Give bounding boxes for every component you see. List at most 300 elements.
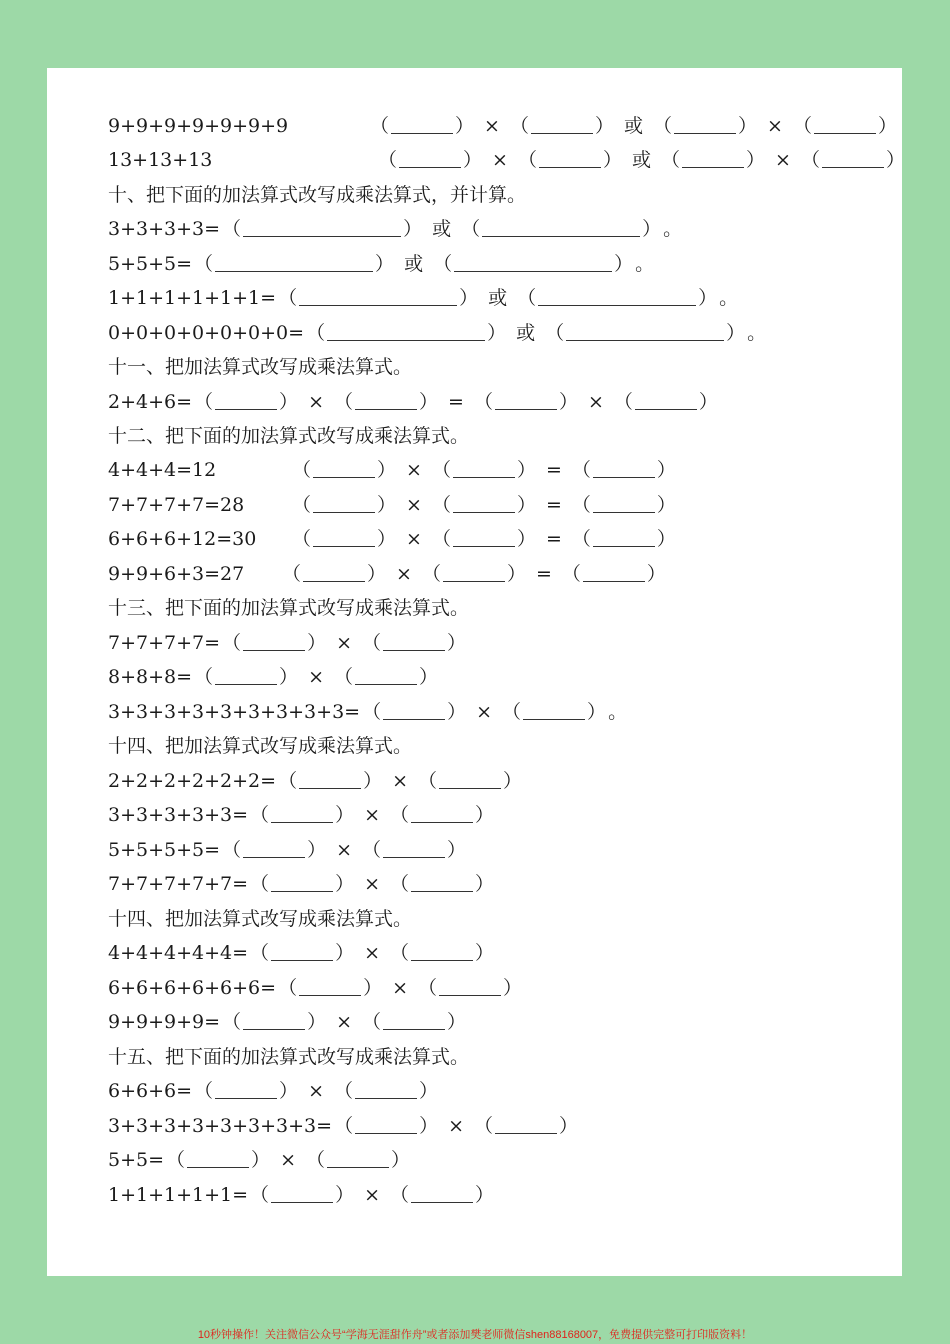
answer-blank[interactable] (332, 390, 440, 414)
answer-blank[interactable] (248, 803, 356, 827)
open-paren: （ (333, 391, 353, 413)
open-paren: （ (250, 942, 270, 964)
exercise-row (108, 769, 524, 793)
open-paren: （ (473, 391, 493, 413)
blank-line[interactable] (453, 494, 515, 513)
blank-line[interactable] (215, 391, 277, 410)
answer-blank[interactable] (472, 1114, 580, 1138)
exercise-row (108, 1010, 468, 1034)
close-paren: ） (335, 873, 355, 895)
blank-line[interactable] (327, 322, 485, 341)
blank-line[interactable] (822, 149, 884, 168)
open-paren: （ (334, 1115, 354, 1137)
blank-line[interactable] (682, 149, 744, 168)
blank-line[interactable] (814, 115, 876, 134)
exercise-row (108, 252, 654, 276)
addition-expression: 9+9+6+3=27 (108, 563, 245, 585)
answer-blank[interactable] (192, 252, 396, 276)
equals-sign: = (535, 563, 552, 585)
exercise-row (108, 1183, 496, 1207)
blank-line[interactable] (271, 873, 333, 892)
close-paren: ） (559, 1115, 579, 1137)
times-sign: × (392, 770, 409, 792)
times-sign: × (775, 149, 791, 171)
close-paren: ） (877, 115, 897, 137)
section-heading: 十一、把加法算式改写成乘法算式。 (108, 356, 413, 378)
open-paren: （ (194, 253, 214, 275)
blank-line[interactable] (383, 839, 445, 858)
close-paren: ） (475, 942, 495, 964)
open-paren: （ (333, 666, 353, 688)
answer-blank[interactable] (368, 114, 476, 138)
close-paren: ） (363, 977, 383, 999)
open-paren: （ (517, 149, 537, 171)
open-paren: （ (571, 494, 591, 516)
answer-blank[interactable] (332, 665, 440, 689)
answer-blank[interactable] (388, 941, 496, 965)
period: 。 (635, 253, 655, 275)
answer-blank[interactable] (304, 321, 508, 345)
blank-line[interactable] (523, 701, 585, 720)
section-heading: 十五、把下面的加法算式改写成乘法算式。 (108, 1046, 470, 1068)
blank-line[interactable] (299, 770, 361, 789)
answer-blank[interactable] (280, 562, 388, 586)
answer-blank[interactable] (416, 769, 524, 793)
exercise-row (108, 872, 496, 896)
answer-blank[interactable] (430, 458, 538, 482)
times-sign: × (484, 115, 500, 137)
open-paren: （ (333, 1080, 353, 1102)
blank-line[interactable] (271, 1184, 333, 1203)
open-paren: （ (222, 632, 242, 654)
blank-line[interactable] (495, 1115, 557, 1134)
blank-line[interactable] (538, 287, 696, 306)
addition-expression: 1+1+1+1+1= (108, 1184, 249, 1206)
exercise-row (108, 631, 468, 655)
exercise-row (108, 217, 682, 241)
close-paren: ） (335, 942, 355, 964)
times-sign: × (476, 701, 493, 723)
answer-blank[interactable] (430, 493, 538, 517)
open-paren: （ (792, 115, 812, 137)
exercise-row (108, 562, 668, 586)
or-word: 或 (404, 253, 424, 275)
or-word: 或 (488, 287, 508, 309)
answer-blank[interactable] (248, 872, 356, 896)
or-word: 或 (516, 322, 536, 344)
open-paren: （ (250, 804, 270, 826)
addition-expression: 4+4+4+4+4= (108, 942, 249, 964)
close-paren: ） (506, 563, 526, 585)
addition-expression: 3+3+3+3+3+3+3+3= (108, 1115, 333, 1137)
blank-line[interactable] (303, 563, 365, 582)
blank-line[interactable] (635, 391, 697, 410)
answer-blank[interactable] (388, 1183, 496, 1207)
answer-blank[interactable] (290, 493, 398, 517)
answer-blank[interactable] (248, 941, 356, 965)
blank-line[interactable] (593, 494, 655, 513)
open-paren: （ (390, 1184, 410, 1206)
answer-blank[interactable] (431, 252, 635, 276)
open-paren: （ (421, 563, 441, 585)
close-paren: ） (307, 839, 327, 861)
answer-blank[interactable] (332, 1114, 440, 1138)
open-paren: （ (222, 839, 242, 861)
open-paren: （ (370, 115, 390, 137)
answer-blank[interactable] (570, 458, 678, 482)
blank-line[interactable] (439, 977, 501, 996)
blank-line[interactable] (355, 391, 417, 410)
blank-line[interactable] (383, 1011, 445, 1030)
close-paren: ） (738, 115, 758, 137)
close-paren: ） (363, 770, 383, 792)
open-paren: （ (545, 322, 565, 344)
blank-line[interactable] (355, 1115, 417, 1134)
blank-line[interactable] (299, 977, 361, 996)
section-heading: 十四、把加法算式改写成乘法算式。 (108, 908, 413, 930)
open-paren: （ (661, 149, 681, 171)
close-paren: ） (377, 459, 397, 481)
blank-line[interactable] (383, 701, 445, 720)
answer-blank[interactable] (420, 562, 528, 586)
answer-blank[interactable] (276, 976, 384, 1000)
blank-line[interactable] (271, 942, 333, 961)
blank-line[interactable] (439, 770, 501, 789)
close-paren: ） (447, 839, 467, 861)
open-paren: （ (292, 459, 312, 481)
times-sign: × (406, 459, 422, 481)
close-paren: ） (307, 1011, 327, 1033)
period: 。 (663, 218, 683, 240)
close-paren: ） (419, 1080, 439, 1102)
close-paren: ） (447, 1011, 467, 1033)
open-paren: （ (250, 873, 270, 895)
footer-note: 10秒钟操作！关注微信公众号“学海无涯甜作舟”或者添加樊老师微信shen88168007，免费提供完整可打印版资料！ (197, 1329, 753, 1341)
exercise-row (108, 803, 496, 827)
blank-line[interactable] (539, 149, 601, 168)
addition-expression: 13+13+13 (108, 149, 213, 171)
close-paren: ） (375, 253, 395, 275)
blank-line[interactable] (215, 666, 277, 685)
times-sign: × (406, 494, 422, 516)
answer-blank[interactable] (570, 493, 678, 517)
addition-expression: 0+0+0+0+0+0+0= (108, 322, 305, 344)
period: 。 (608, 701, 628, 723)
open-paren: （ (305, 1149, 325, 1171)
blank-line[interactable] (243, 1011, 305, 1030)
close-paren: ） (475, 804, 495, 826)
addition-expression: 5+5+5+5= (108, 839, 221, 861)
blank-line[interactable] (383, 632, 445, 651)
section-heading: 十、把下面的加法算式改写成乘法算式，并计算。 (108, 184, 527, 206)
blank-line[interactable] (355, 1080, 417, 1099)
close-paren: ） (279, 1080, 299, 1102)
answer-blank[interactable] (560, 562, 668, 586)
period: 。 (747, 322, 767, 344)
answer-blank[interactable] (220, 217, 424, 241)
times-sign: × (336, 632, 352, 654)
close-paren: ） (419, 666, 439, 688)
open-paren: （ (461, 218, 481, 240)
open-paren: （ (306, 322, 326, 344)
answer-blank[interactable] (388, 803, 496, 827)
answer-blank[interactable] (360, 838, 468, 862)
section-heading: 十四、把加法算式改写成乘法算式。 (108, 735, 413, 757)
addition-expression: 2+2+2+2+2+2= (108, 770, 277, 792)
close-paren: ） (279, 391, 299, 413)
blank-line[interactable] (355, 666, 417, 685)
blank-line[interactable] (215, 1080, 277, 1099)
answer-blank[interactable] (516, 148, 624, 172)
answer-blank[interactable] (659, 148, 767, 172)
addition-expression: 7+7+7+7= (108, 632, 221, 654)
blank-line[interactable] (593, 459, 655, 478)
answer-blank[interactable] (791, 114, 899, 138)
blank-line[interactable] (566, 322, 724, 341)
answer-blank[interactable] (376, 148, 484, 172)
times-sign: × (492, 149, 508, 171)
addition-expression: 2+4+6= (108, 391, 193, 413)
times-sign: × (280, 1149, 296, 1171)
answer-blank[interactable] (508, 114, 616, 138)
close-paren: ） (516, 494, 536, 516)
exercise-row (108, 976, 524, 1000)
answer-blank[interactable] (276, 286, 480, 310)
section-heading: 十二、把下面的加法算式改写成乘法算式。 (108, 425, 470, 447)
open-paren: （ (166, 1149, 186, 1171)
blank-line[interactable] (583, 563, 645, 582)
addition-expression: 6+6+6+6+6+6= (108, 977, 277, 999)
close-paren: ） (646, 563, 666, 585)
blank-line[interactable] (299, 287, 457, 306)
blank-line[interactable] (243, 218, 401, 237)
exercise-row (108, 493, 678, 517)
open-paren: （ (362, 839, 382, 861)
exercise-row (108, 1079, 440, 1103)
addition-expression: 4+4+4=12 (108, 459, 217, 481)
section-heading: 十三、把下面的加法算式改写成乘法算式。 (108, 597, 470, 619)
times-sign: × (364, 942, 380, 964)
answer-blank[interactable] (543, 321, 747, 345)
close-paren: ） (726, 322, 746, 344)
times-sign: × (308, 666, 324, 688)
times-sign: × (767, 115, 783, 137)
blank-line[interactable] (327, 1149, 389, 1168)
addition-expression: 3+3+3+3+3= (108, 804, 249, 826)
times-sign: × (364, 1184, 380, 1206)
answer-blank[interactable] (500, 700, 608, 724)
close-paren: ） (377, 494, 397, 516)
open-paren: （ (509, 115, 529, 137)
blank-line[interactable] (313, 459, 375, 478)
blank-line[interactable] (674, 115, 736, 134)
exercise-row (108, 321, 766, 345)
addition-expression: 7+7+7+7=28 (108, 494, 245, 516)
exercise-row (108, 286, 738, 310)
close-paren: ） (587, 701, 607, 723)
blank-line[interactable] (453, 528, 515, 547)
answer-blank[interactable] (332, 1079, 440, 1103)
close-paren: ） (455, 115, 475, 137)
blank-line[interactable] (482, 218, 640, 237)
times-sign: × (308, 391, 324, 413)
period: 。 (719, 287, 739, 309)
addition-expression: 8+8+8= (108, 666, 193, 688)
close-paren: ） (475, 873, 495, 895)
blank-line[interactable] (243, 839, 305, 858)
exercise-row (108, 458, 678, 482)
exercise-row (108, 665, 440, 689)
open-paren: （ (431, 528, 451, 550)
addition-expression: 5+5+5= (108, 253, 193, 275)
answer-blank[interactable] (360, 631, 468, 655)
blank-line[interactable] (215, 253, 373, 272)
answer-blank[interactable] (290, 527, 398, 551)
addition-expression: 6+6+6+12=30 (108, 528, 257, 550)
or-word: 或 (631, 149, 651, 171)
equals-sign: = (545, 494, 562, 516)
answer-blank[interactable] (248, 1183, 356, 1207)
close-paren: ） (516, 459, 536, 481)
blank-line[interactable] (454, 253, 612, 272)
times-sign: × (587, 391, 604, 413)
open-paren: （ (278, 770, 298, 792)
blank-line[interactable] (313, 528, 375, 547)
blank-line[interactable] (453, 459, 515, 478)
blank-line[interactable] (411, 1184, 473, 1203)
open-paren: （ (571, 528, 591, 550)
open-paren: （ (222, 1011, 242, 1033)
open-paren: （ (800, 149, 820, 171)
open-paren: （ (194, 666, 214, 688)
addition-expression: 9+9+9+9+9+9+9 (108, 115, 289, 137)
answer-blank[interactable] (164, 1148, 272, 1172)
exercise-row (108, 1114, 580, 1138)
answer-blank[interactable] (472, 390, 580, 414)
open-paren: （ (418, 977, 438, 999)
open-paren: （ (653, 115, 673, 137)
exercise-row (108, 1148, 412, 1172)
exercise-row (108, 941, 496, 965)
open-paren: （ (431, 494, 451, 516)
answer-blank[interactable] (360, 700, 468, 724)
times-sign: × (336, 839, 352, 861)
answer-blank[interactable] (799, 148, 907, 172)
close-paren: ） (487, 322, 507, 344)
close-paren: ） (447, 632, 467, 654)
open-paren: （ (362, 632, 382, 654)
answer-blank[interactable] (276, 769, 384, 793)
open-paren: （ (474, 1115, 494, 1137)
addition-expression: 3+3+3+3+3+3+3+3+3= (108, 701, 361, 723)
close-paren: ） (419, 391, 439, 413)
open-paren: （ (362, 701, 382, 723)
blank-line[interactable] (399, 149, 461, 168)
times-sign: × (336, 1011, 352, 1033)
answer-blank[interactable] (416, 976, 524, 1000)
equals-sign: = (545, 528, 562, 550)
open-paren: （ (418, 770, 438, 792)
times-sign: × (392, 977, 409, 999)
addition-expression: 7+7+7+7+7= (108, 873, 249, 895)
times-sign: × (364, 873, 380, 895)
close-paren: ） (503, 770, 523, 792)
blank-line[interactable] (243, 632, 305, 651)
answer-blank[interactable] (515, 286, 719, 310)
equals-sign: = (448, 391, 464, 413)
open-paren: （ (517, 287, 537, 309)
answer-blank[interactable] (459, 217, 663, 241)
open-paren: （ (390, 873, 410, 895)
close-paren: ） (403, 218, 423, 240)
answer-blank[interactable] (612, 390, 720, 414)
close-paren: ） (447, 701, 467, 723)
open-paren: （ (194, 1080, 214, 1102)
answer-blank[interactable] (290, 458, 398, 482)
close-paren: ） (594, 115, 614, 137)
close-paren: ） (503, 977, 523, 999)
blank-line[interactable] (187, 1149, 249, 1168)
blank-line[interactable] (411, 873, 473, 892)
close-paren: ） (656, 459, 676, 481)
close-paren: ） (459, 287, 479, 309)
addition-expression: 9+9+9+9= (108, 1011, 221, 1033)
blank-line[interactable] (391, 115, 453, 134)
or-word: 或 (623, 115, 643, 137)
blank-line[interactable] (411, 942, 473, 961)
answer-blank[interactable] (651, 114, 759, 138)
close-paren: ） (656, 494, 676, 516)
blank-line[interactable] (531, 115, 593, 134)
answer-blank[interactable] (430, 527, 538, 551)
blank-line[interactable] (443, 563, 505, 582)
blank-line[interactable] (411, 804, 473, 823)
close-paren: ） (419, 1115, 439, 1137)
answer-blank[interactable] (304, 1148, 412, 1172)
answer-blank[interactable] (192, 390, 300, 414)
open-paren: （ (561, 563, 581, 585)
answer-blank[interactable] (360, 1010, 468, 1034)
answer-blank[interactable] (220, 1010, 328, 1034)
or-word: 或 (432, 218, 452, 240)
open-paren: （ (390, 804, 410, 826)
answer-blank[interactable] (192, 1079, 300, 1103)
answer-blank[interactable] (220, 631, 328, 655)
times-sign: × (396, 563, 412, 585)
blank-line[interactable] (495, 391, 557, 410)
times-sign: × (448, 1115, 465, 1137)
blank-line[interactable] (313, 494, 375, 513)
open-paren: （ (571, 459, 591, 481)
answer-blank[interactable] (220, 838, 328, 862)
open-paren: （ (613, 391, 633, 413)
close-paren: ） (335, 804, 355, 826)
answer-blank[interactable] (570, 527, 678, 551)
open-paren: （ (278, 977, 298, 999)
blank-line[interactable] (593, 528, 655, 547)
close-paren: ） (602, 149, 622, 171)
answer-blank[interactable] (192, 665, 300, 689)
addition-expression: 5+5= (108, 1149, 165, 1171)
answer-blank[interactable] (388, 872, 496, 896)
exercise-row (108, 527, 678, 551)
open-paren: （ (250, 1184, 270, 1206)
equals-sign: = (545, 459, 562, 481)
close-paren: ） (885, 149, 905, 171)
blank-line[interactable] (271, 804, 333, 823)
close-paren: ） (698, 287, 718, 309)
close-paren: ） (698, 391, 718, 413)
